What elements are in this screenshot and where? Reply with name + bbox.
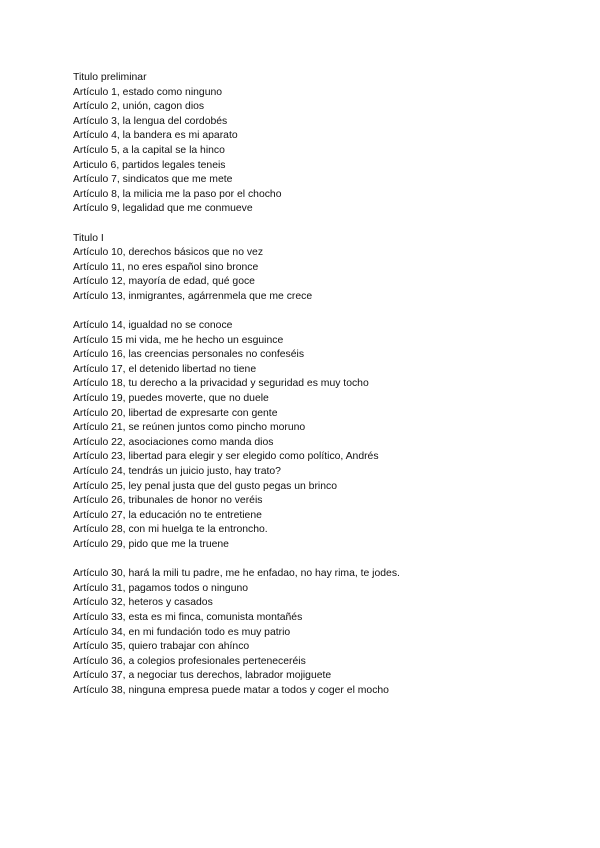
article-line: Artículo 21, se reúnen juntos como pincho moruno — [73, 422, 306, 434]
article-line: Artículo 20, libertad de expresarte con gente — [73, 407, 278, 419]
blank-line — [73, 553, 573, 568]
article-line: Artículo 27, la educación no te entretiene — [73, 509, 262, 521]
article-line: Artículo 5, a la capital se la hinco — [73, 144, 225, 156]
article-line: Artículo 18, tu derecho a la privacidad y seguridad es muy tocho — [73, 378, 369, 390]
article-line: Artículo 11, no eres español sino bronce — [73, 261, 259, 273]
blank-line — [73, 217, 573, 232]
article-line: Artículo 3, la lengua del cordobés — [73, 115, 228, 127]
blank-line — [73, 305, 573, 320]
article-line: Artículo 1, estado como ninguno — [73, 86, 223, 98]
article-line: Artículo 8, la milicia me la paso por el chocho — [73, 188, 282, 200]
article-line: Artículo 14, igualdad no se conoce — [73, 320, 233, 332]
article-line: Artículo 37, a negociar tus derechos, labrador mojiguete — [73, 670, 332, 682]
article-line: Artículo 19, puedes moverte, que no duele — [73, 393, 269, 405]
article-line: Artículo 16, las creencias personales no confeséis — [73, 349, 305, 361]
article-line: Artículo 9, legalidad que me conmueve — [73, 203, 253, 215]
article-line: Artículo 38, ninguna empresa puede matar a todos y coger el mocho — [73, 684, 389, 696]
article-line: Artículo 33, esta es mi finca, comunista montañés — [73, 611, 303, 623]
article-line: Articulo 6, partidos legales teneis — [73, 159, 226, 171]
article-line: Artículo 24, tendrás un juicio justo, hay trato? — [73, 466, 281, 478]
document-page — [73, 71, 573, 699]
article-line: Artículo 12, mayoría de edad, qué goce — [73, 276, 255, 288]
article-line: Artículo 32, heteros y casados — [73, 597, 213, 609]
article-line: Artículo 25, ley penal justa que del gusto pegas un brinco — [73, 480, 337, 492]
section-heading: Titulo I — [73, 232, 104, 244]
article-line: Artículo 30, hará la mili tu padre, me he enfadao, no hay rima, te jodes. — [73, 568, 400, 580]
article-line: Artículo 15 mi vida, me he hecho un esguince — [73, 334, 284, 346]
article-line: Artículo 13, inmigrantes, agárrenmela que me crece — [73, 290, 313, 302]
article-line: Artículo 28, con mi huelga te la entroncho. — [73, 524, 268, 536]
article-line: Artículo 7, sindicatos que me mete — [73, 174, 233, 186]
article-line: Artículo 34, en mi fundación todo es muy patrio — [73, 626, 291, 638]
article-line: Artículo 4, la bandera es mi aparato — [73, 130, 238, 142]
article-line: Artículo 22, asociaciones como manda dios — [73, 436, 274, 448]
section-heading: Titulo preliminar — [73, 72, 147, 83]
article-line: Artículo 10, derechos básicos que no vez — [73, 247, 264, 259]
article-line: Artículo 31, pagamos todos o ninguno — [73, 582, 249, 594]
article-line: Artículo 26, tribunales de honor no veréis — [73, 495, 263, 507]
article-line: Artículo 36, a colegios profesionales perteneceréis — [73, 655, 306, 667]
article-line: Artículo 23, libertad para elegir y ser elegido como político, Andrés — [73, 451, 379, 463]
article-line: Artículo 17, el detenido libertad no tiene — [73, 363, 257, 375]
article-line: Artículo 2, unión, cagon dios — [73, 101, 205, 113]
article-line: Artículo 29, pido que me la truene — [73, 539, 229, 550]
article-line: Artículo 35, quiero trabajar con ahínco — [73, 641, 250, 653]
